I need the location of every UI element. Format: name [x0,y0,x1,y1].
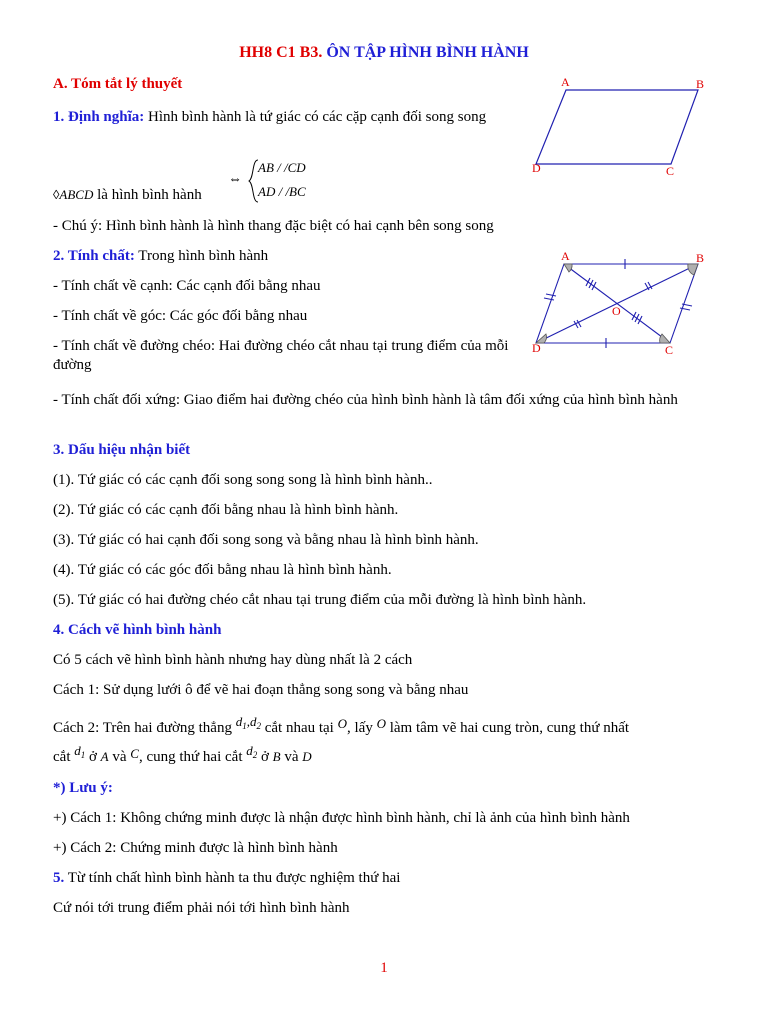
quad-statement [53,187,202,204]
drawing-intro: Có 5 cách vẽ hình bình hành nhưng hay dùng nhất là 2 cách [53,652,413,668]
quad-is-text: là hình bình hành [93,187,202,203]
note-line-1: +) Cách 1: Không chứng minh được là nhận được hình bình hành, chỉ là ảnh của hình bình hành [53,810,630,826]
center-o-label: O [612,304,621,318]
sign-item: (3). Tứ giác có hai cạnh đối song song và bằng nhau là hình bình hành. [53,532,479,548]
vertex-a-label: A [561,75,570,89]
vertex-d-label: D [532,161,541,175]
parallelogram-diagonals-figure [528,248,710,358]
properties-intro: Trong hình bình hành [134,248,269,264]
drawing-way-2-line-2: cắt $d_1$ ở A và C, cung thứ hai cắt $d_2$ ở B và D [53,743,312,765]
condition-ad-bc: AD / /BC [258,184,306,199]
sign-item: (5). Tứ giác có hai đường chéo cắt nhau tại trung điểm của mỗi đường là hình bình hành. [53,592,587,608]
property-sides: - Tính chất về cạnh: Các cạnh đối bằng nhau [53,278,321,294]
parallelogram-figure [528,74,708,178]
sign-item: (4). Tứ giác có các góc đối bằng nhau là hình bình hành. [53,562,392,578]
last-line: Cứ nói tới trung điểm phải nói tới hình bình hành [53,900,350,916]
title-code: HH8 C1 B3. [239,44,323,61]
vertex-c-label: C [666,164,675,178]
properties-label: 2. Tính chất: [53,248,135,264]
page-title [0,44,768,62]
definition-paragraph [53,106,513,128]
vertex-a-label: A [561,249,570,263]
drawing-heading: 4. Cách vẽ hình bình hành [53,622,222,638]
page-number: 1 [380,960,388,976]
parallelogram-shape [536,90,698,164]
section-five [53,870,400,887]
properties-heading [53,248,268,265]
sign-item: (2). Tứ giác có các cạnh đối bằng nhau là hình bình hành. [53,502,399,518]
iff-symbol: ⇔ [228,172,242,187]
section-a-heading: A. Tóm tắt lý thuyết [53,76,183,92]
drawing-way-1: Cách 1: Sử dụng lưới ô để vẽ hai đoạn thẳng song song và bằng nhau [53,682,469,698]
condition-ab-cd: AB / /CD [258,160,306,175]
title-text: ÔN TẬP HÌNH BÌNH HÀNH [322,44,529,61]
signs-heading: 3. Dấu hiệu nhận biết [53,442,191,458]
section-five-label: 5. [53,870,65,886]
property-angles: - Tính chất về góc: Các góc đối bằng nhau [53,308,308,324]
property-diagonals: - Tính chất về đường chéo: Hai đường chéo cắt nhau tại trung điểm của mỗi đường [53,338,509,373]
definition-text: Hình bình hành là tứ giác có các cặp cạnh đối song song [144,109,487,125]
sign-item: (1). Tứ giác có các cạnh đối song song song là hình bình hành.. [53,472,433,488]
property-symmetry: - Tính chất đối xứng: Giao điểm hai đường chéo của hình bình hành là tâm đối xứng của hình bình hành [53,392,678,408]
section-five-text: Từ tính chất hình bình hành ta thu được nghiệm thứ hai [64,870,401,886]
vertex-d-label: D [532,341,541,355]
drawing-way-2-line-1: Cách 2: Trên hai đường thẳng $d_1,d_2$ cắt nhau tại O, lấy O làm tâm vẽ hai cung tròn, cung thứ nhất [53,714,630,736]
quad-symbol: ◊ABCD [53,187,94,202]
vertex-b-label: B [696,77,705,91]
note-line-2: +) Cách 2: Chứng minh được là hình bình hành [53,840,338,856]
d1-d2-symbol: $d_1,d_2$ [235,714,261,731]
note-heading: *) Lưu ý: [53,780,113,796]
definition-label: 1. Định nghĩa: [53,109,145,125]
vertex-c-label: C [665,343,674,357]
vertex-b-label: B [696,251,705,265]
definition-note: - Chú ý: Hình bình hành là hình thang đặc biệt có hai cạnh bên song song [53,218,494,234]
